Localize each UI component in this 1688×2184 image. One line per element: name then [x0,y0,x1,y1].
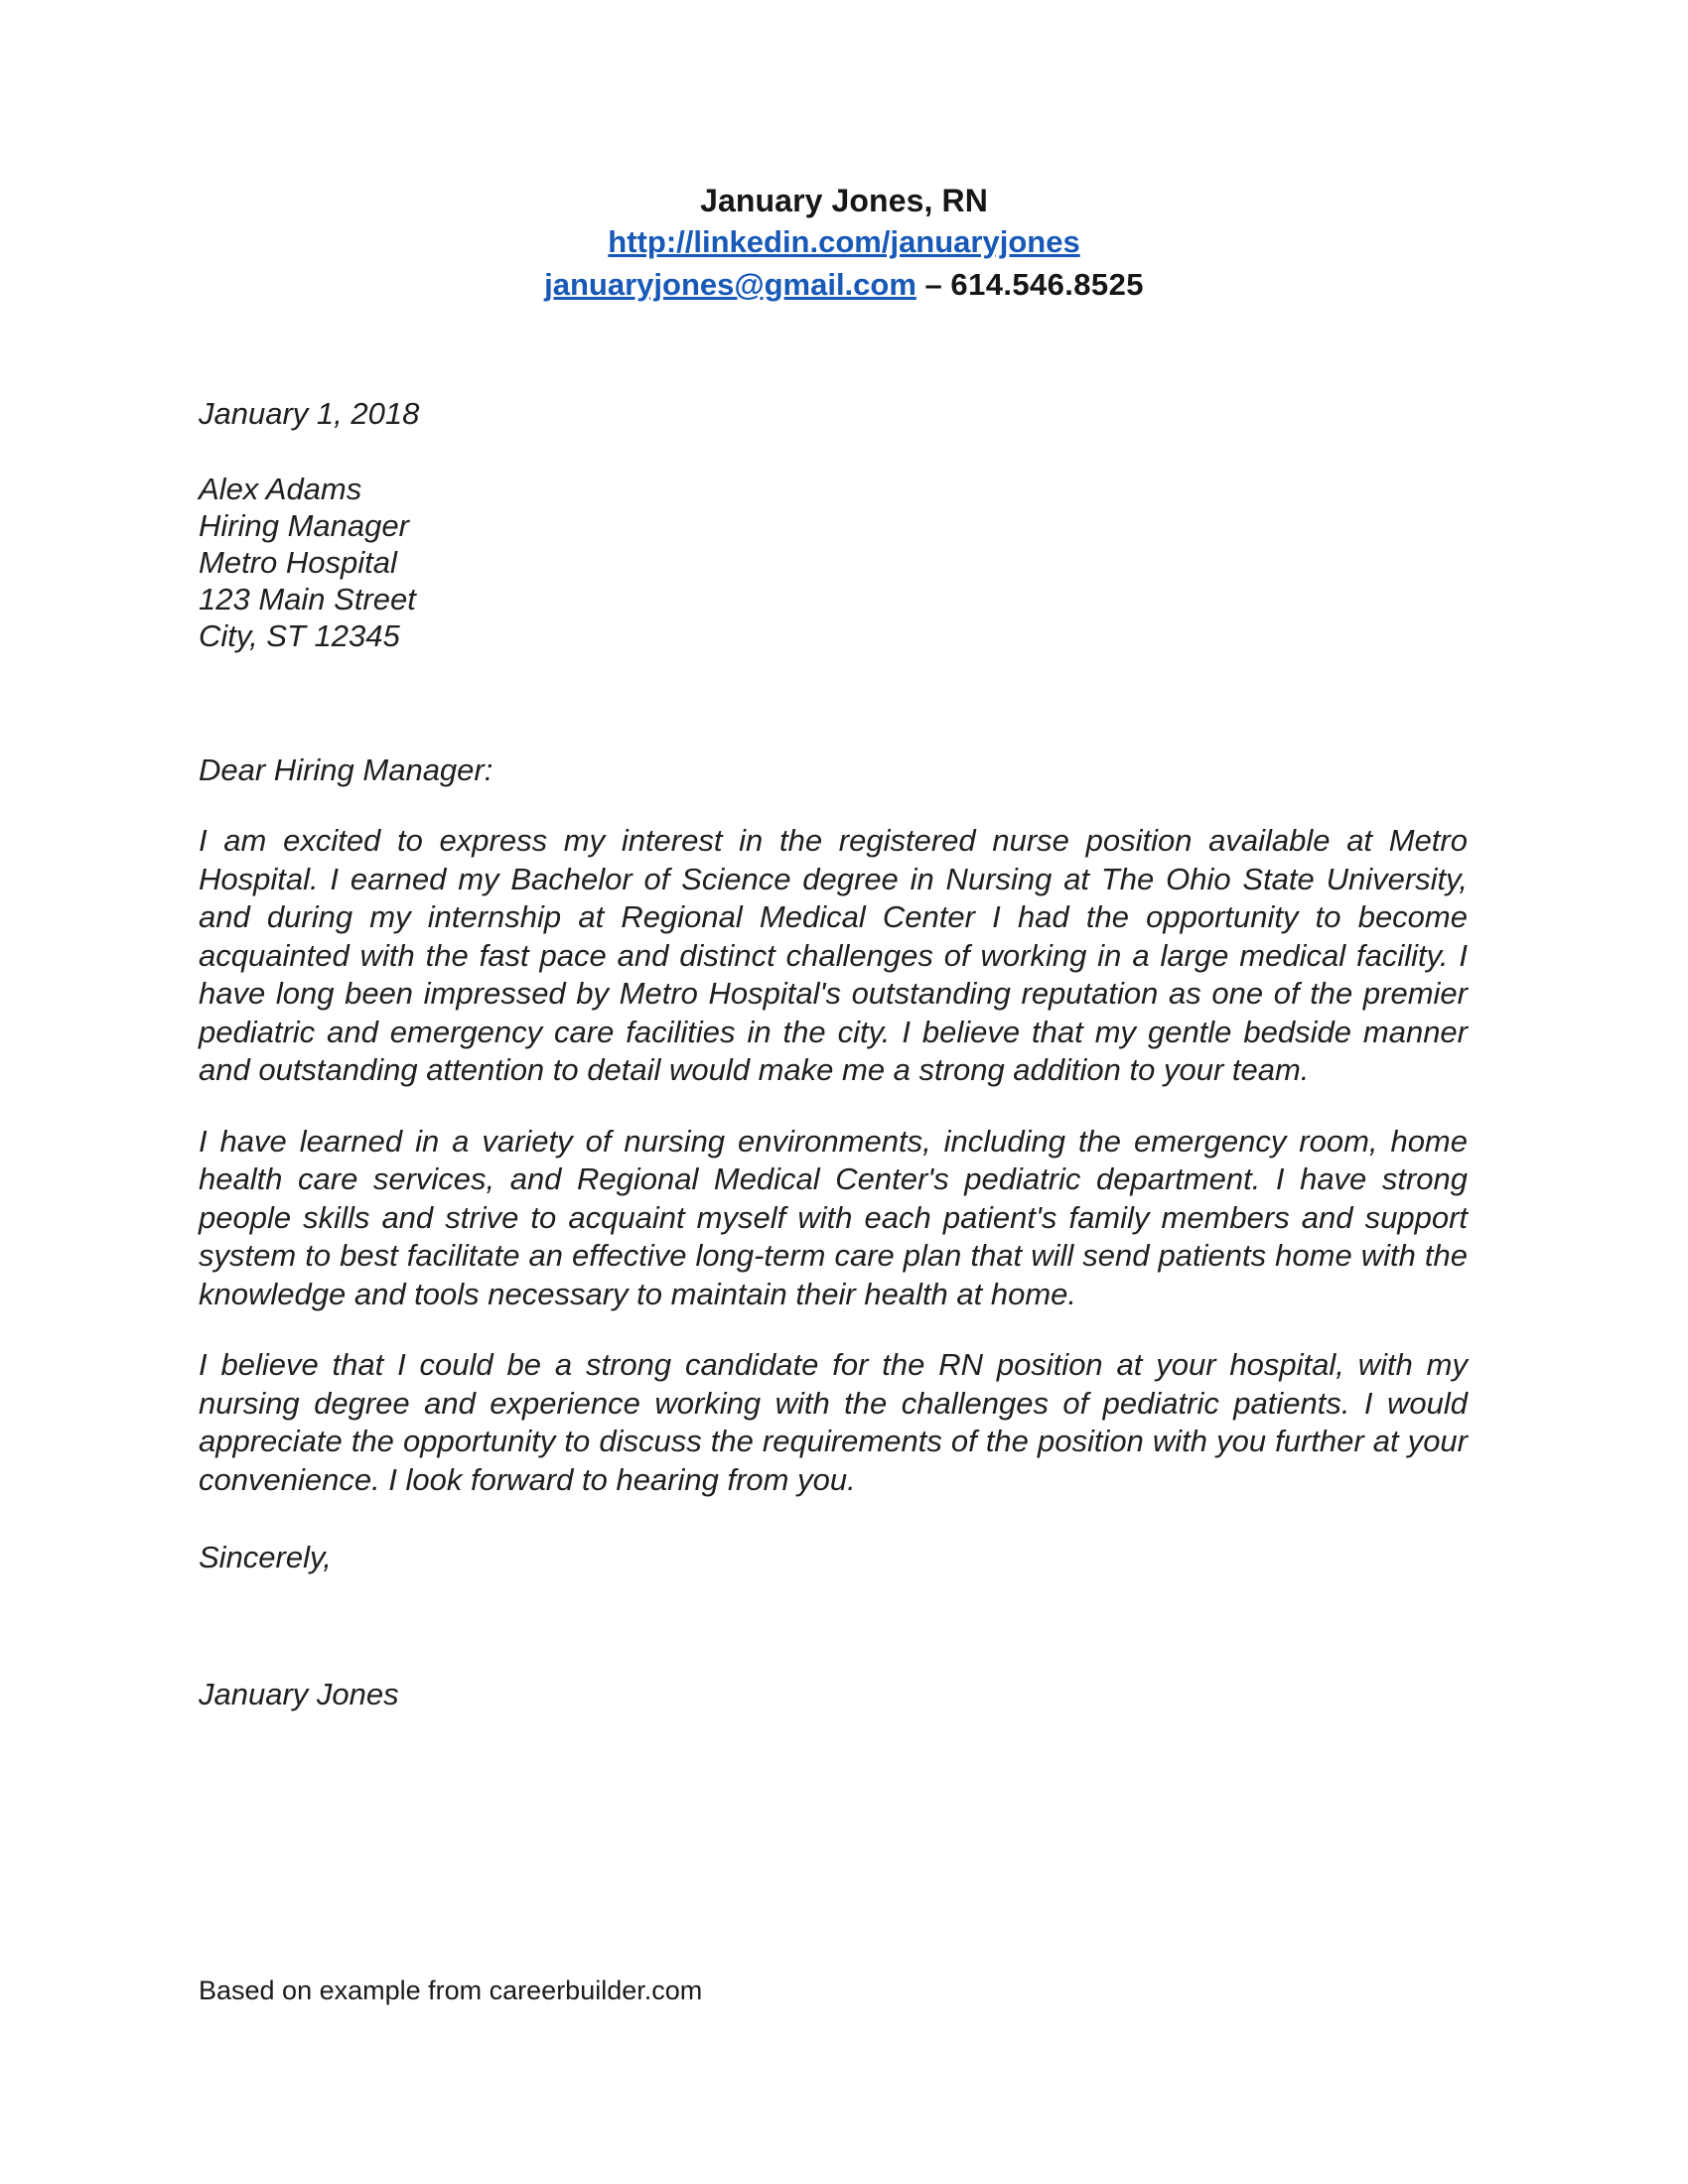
body-paragraph-2: I have learned in a variety of nursing environments, including the emergency room, home health care services, and Regional Medical Center's pediatric department. I have strong people skills and strive to acquaint myself with each patient's family members and support system to best facilitate an effective long-term care plan that will send patients home with the knowledge and tools necessary to maintain their health at home. [199,1123,1468,1311]
recipient-company: Metro Hospital [199,545,397,580]
footer-attribution: Based on example from careerbuilder.com [199,1976,703,2005]
letter-body [199,395,1468,1713]
recipient-city-state-zip: City, ST 12345 [199,618,400,653]
signature-name: January Jones [199,1677,399,1711]
letterhead-linkedin-line [0,220,1688,263]
recipient-address-block [199,471,1468,654]
recipient-street: 123 Main Street [199,582,416,616]
letterhead-contact-line [0,263,1688,306]
linkedin-profile-link[interactable]: http://linkedin.com/januaryjones [608,224,1080,259]
letterhead [0,181,1688,306]
recipient-title: Hiring Manager [199,508,409,543]
recipient-name: Alex Adams [199,472,362,506]
body-paragraph-1: I am excited to express my interest in the registered nurse position available at Metro Hospital. I earned my Bachelor of Science degree in Nursing at The Ohio State University, and during my internship at Regional Medical Center I had the opportunity to become acquainted with the fast pace and distinct challenges of working in a large medical facility. I have long been impressed by Metro Hospital's outstanding reputation as one of the premier pediatric and emergency care facilities in the city. I believe that my gentle bedside manner and outstanding attention to detail would make me a strong addition to your team. [199,823,1468,1087]
email-link[interactable]: januaryjones@gmail.com [544,267,916,302]
letter-date: January 1, 2018 [199,396,420,431]
phone-number: 614.546.8525 [950,267,1144,302]
body-paragraph-3: I believe that I could be a strong candidate for the RN position at your hospital, with my nursing degree and experience working with the challenges of pediatric patients. I would appreciate the opportunity to discuss the requirements of the position with you further at your convenience. I look forward to hearing from you. [199,1347,1468,1497]
candidate-name: January Jones, RN [700,183,988,218]
closing-salutation: Sincerely, [199,1540,332,1574]
contact-dash: – [924,267,942,302]
contact-separator [916,267,925,302]
salutation: Dear Hiring Manager: [199,752,493,787]
